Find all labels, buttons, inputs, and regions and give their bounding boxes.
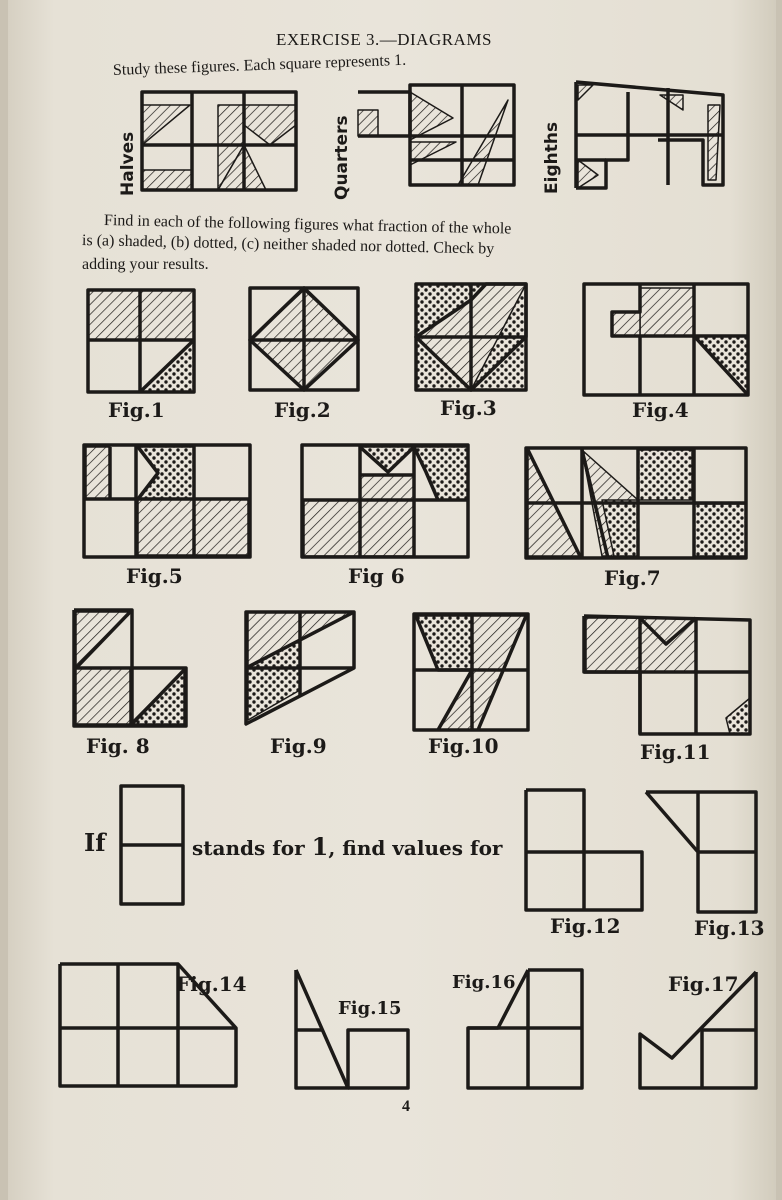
fig-5-diagram bbox=[84, 445, 250, 557]
fig-16-label: Fig.16 bbox=[452, 972, 516, 993]
instructions-line-1: Find in each of the following figures what fraction of the whole bbox=[103, 212, 512, 238]
intro-text: Study these figures. Each square represents 1. bbox=[112, 51, 407, 79]
fig-4-label: Fig.4 bbox=[632, 398, 689, 422]
unit-domino bbox=[121, 786, 183, 904]
fig-4-diagram bbox=[584, 284, 748, 395]
fig-3-label: Fig.3 bbox=[440, 396, 497, 420]
fig-5-label: Fig.5 bbox=[126, 564, 183, 588]
fig-1-diagram bbox=[88, 290, 194, 392]
fig-7-label: Fig.7 bbox=[604, 566, 661, 590]
halves-figure bbox=[142, 92, 296, 190]
quarters-figure bbox=[358, 85, 514, 185]
fig-12-diagram bbox=[526, 790, 642, 910]
book-page bbox=[8, 0, 776, 1200]
fig-9-label: Fig.9 bbox=[270, 734, 327, 758]
fig-9-diagram bbox=[246, 612, 354, 724]
fig-8-label: Fig. 8 bbox=[86, 734, 150, 758]
fig-1-label: Fig.1 bbox=[108, 398, 165, 422]
label-quarters: Quarters bbox=[332, 115, 352, 200]
fig-6-diagram bbox=[302, 445, 468, 557]
fig-2-diagram bbox=[250, 288, 358, 390]
fig-10-diagram bbox=[414, 614, 528, 730]
fig-15-diagram bbox=[296, 970, 408, 1088]
instructions-line-2: is (a) shaded, (b) dotted, (c) neither shaded nor dotted. Check by bbox=[81, 232, 495, 258]
instructions-line-3: adding your results. bbox=[82, 256, 209, 273]
fig-15-label: Fig.15 bbox=[338, 998, 402, 1019]
fig-3-diagram bbox=[416, 284, 526, 390]
diagram-figures bbox=[8, 0, 776, 1200]
fig-11-diagram bbox=[584, 616, 750, 734]
fig-14-label: Fig.14 bbox=[176, 972, 247, 996]
label-halves: Halves bbox=[118, 131, 138, 196]
fig-12-label: Fig.12 bbox=[550, 914, 621, 938]
fig-7-diagram bbox=[526, 448, 746, 558]
fig-13-label: Fig.13 bbox=[694, 916, 765, 940]
fig-8-diagram bbox=[74, 610, 186, 726]
exercise-title: EXERCISE 3.—DIAGRAMS bbox=[276, 30, 492, 49]
fig-11-label: Fig.11 bbox=[640, 740, 711, 764]
label-eighths: Eighths bbox=[542, 121, 562, 194]
fig-10-label: Fig.10 bbox=[428, 734, 499, 758]
fig-6-label: Fig 6 bbox=[348, 564, 405, 588]
page-number: 4 bbox=[402, 1098, 410, 1115]
stands-for-text: stands for 1, find values for bbox=[192, 832, 503, 861]
eighths-figure bbox=[576, 82, 723, 188]
if-text: If bbox=[84, 828, 106, 857]
fig-17-label: Fig.17 bbox=[668, 972, 739, 996]
fig-2-label: Fig.2 bbox=[274, 398, 331, 422]
fig-13-diagram bbox=[646, 792, 756, 912]
